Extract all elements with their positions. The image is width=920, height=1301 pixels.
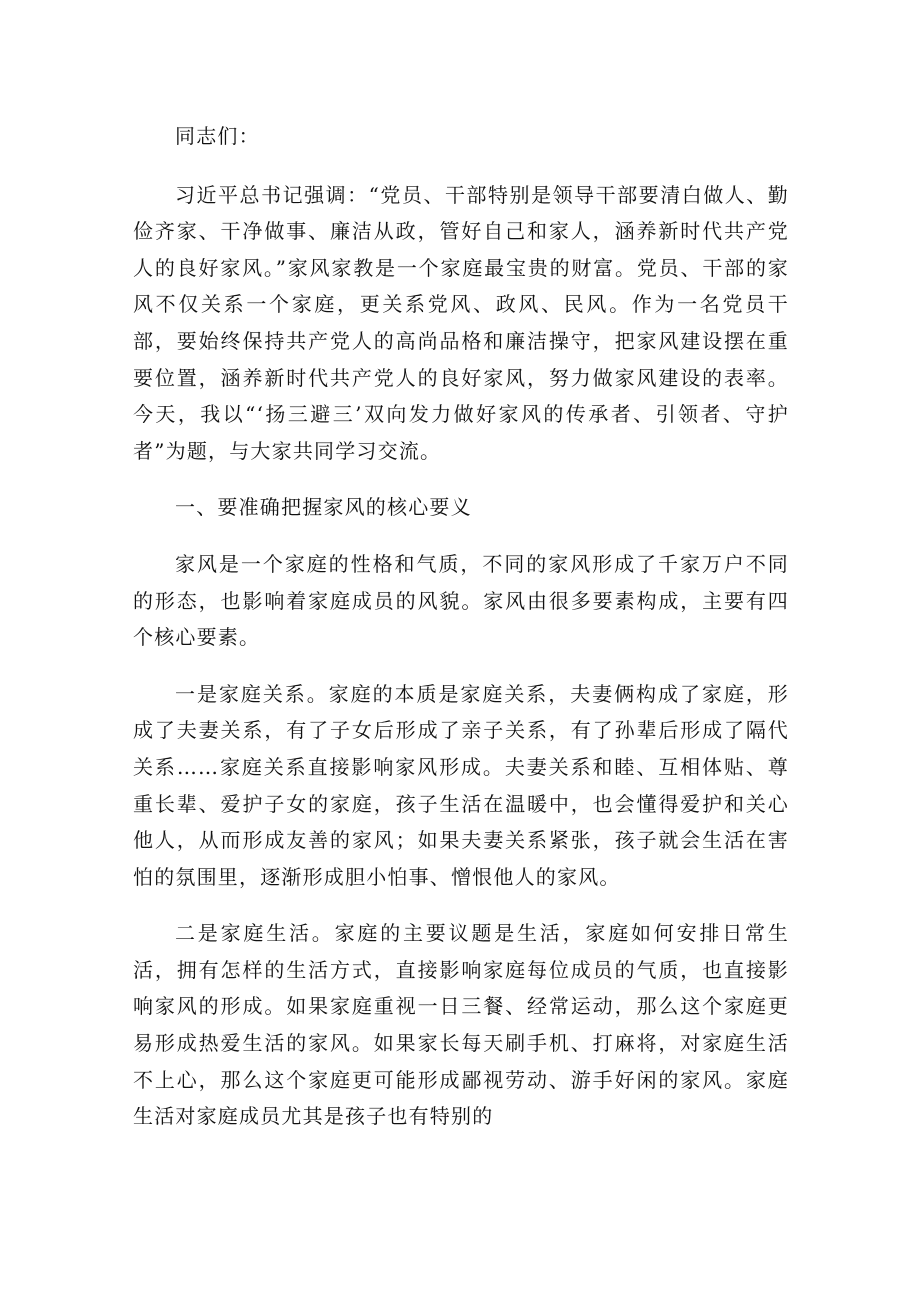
document-page xyxy=(133,118,789,1155)
core-elements-paragraph: 家风是一个家庭的性格和气质，不同的家风形成了千家万户不同的形态，也影响着家庭成员的风貌。家风由很多要素构成，主要有四个核心要素。 xyxy=(133,551,789,650)
section-heading: 一、要准确把握家风的核心要义 xyxy=(175,495,472,520)
family-life-paragraph: 二是家庭生活。家庭的主要议题是生活，家庭如何安排日常生活，拥有怎样的生活方式，直接影响家庭每位成员的气质，也直接影响家风的形成。如果家庭重视一日三餐、经常运动，那么这个家庭更易形成热爱生活的家风。如果家长每天刷手机、打麻将，对家庭生活不上心，那么这个家庭更可能形成鄙视劳动、游手好闲的家风。家庭生活对家庭成员尤其是孩子也有特别的 xyxy=(133,921,789,1129)
intro-paragraph: 习近平总书记强调：“党员、干部特别是领导干部要清白做人、勤俭齐家、干净做事、廉洁从政，管好自己和家人，涵养新时代共产党人的良好家风。”家风家教是一个家庭最宝贵的财富。党员、干部的家风不仅关系一个家庭，更关系党风、政风、民风。作为一名党员干部，要始终保持共产党人的高尚品格和廉洁操守，把家风建设摆在重要位置，涵养新时代共产党人的良好家风，努力做家风建设的表率。今天，我以“‘扬三避三’双向发力做好家风的传承者、引领者、守护者”为题，与大家共同学习交流。 xyxy=(133,182,789,463)
salutation: 同志们： xyxy=(175,124,260,148)
family-relations-paragraph: 一是家庭关系。家庭的本质是家庭关系，夫妻俩构成了家庭，形成了夫妻关系，有了子女后形成了亲子关系，有了孙辈后形成了隔代关系……家庭关系直接影响家风形成。夫妻关系和睦、互相体贴、尊重长辈、爱护子女的家庭，孩子生活在温暖中，也会懂得爱护和关心他人，从而形成友善的家风；如果夫妻关系紧张，孩子就会生活在害怕的氛围里，逐渐形成胆小怕事、憎恨他人的家风。 xyxy=(133,681,789,889)
